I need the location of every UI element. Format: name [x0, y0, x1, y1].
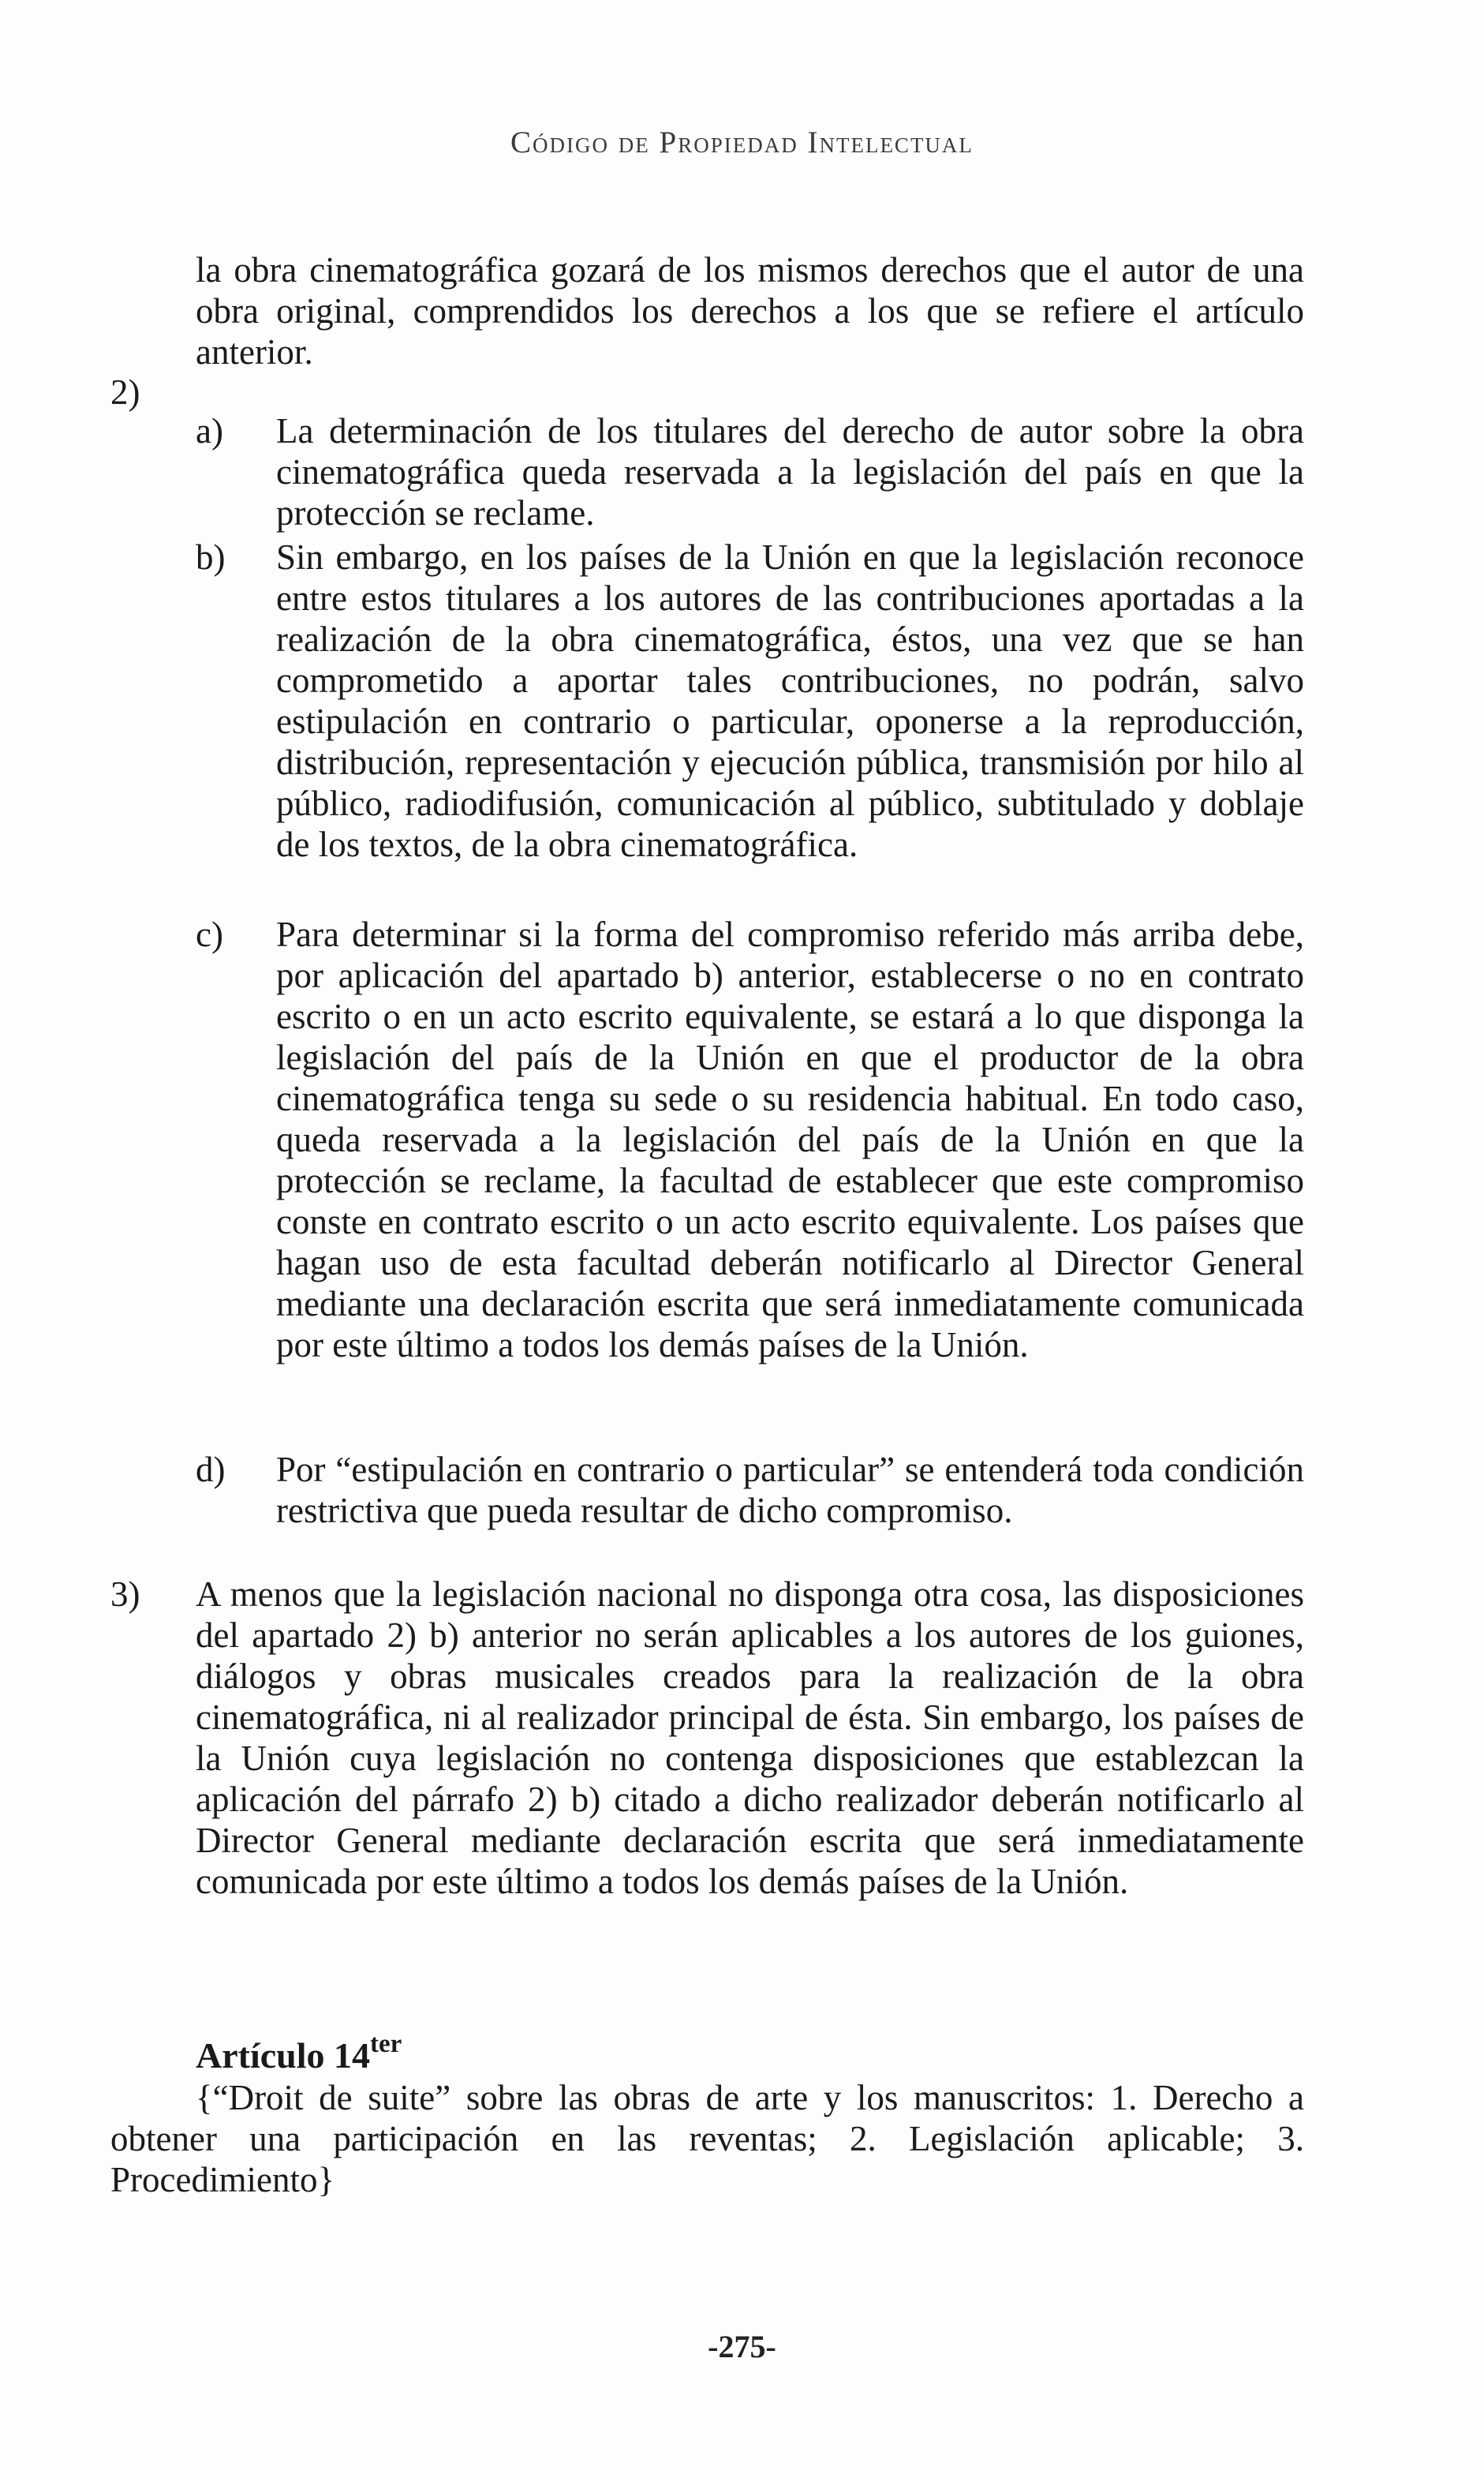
section-3-number: 3) [110, 1574, 140, 1614]
page-number: -275- [708, 2329, 776, 2364]
article-summary: {“Droit de suite” sobre las obras de arte y los manuscritos: 1. Derecho a obtener una participación en las reventas; 2. Legislación aplicable; 3. Procedimiento} [110, 2078, 1304, 2199]
item-d-text: Por “estipulación en contrario o particular” se entenderá toda condición restrictiva que pueda resultar de dicho compromiso. [276, 1450, 1304, 1530]
item-c-label: c) [196, 915, 223, 954]
item-c-text: Para determinar si la forma del compromiso referido más arriba debe, por aplicación del apartado b) anterior, establecerse o no en contrato escrito o en un acto escrito equivalente, se estará a lo que disponga la legislación del país de la Unión en que el productor de la obra cinematográfica tenga su sede o su residencia habitual. En todo caso, queda reservada a la legislación del país de la Unión en que la protección se reclame, la facultad de establecer que este compromiso conste en contrato escrito o un acto escrito equivalente. Los países que hagan uso de esta facultad deberán notificarlo al Director General mediante una declaración escrita que será inmediatamente comunicada por este último a todos los demás países de la Unión. [276, 915, 1304, 1364]
item-b-label: b) [196, 537, 226, 577]
running-header: Código de Propiedad Intelectual [510, 125, 974, 159]
article-title-superscript: ter [370, 2030, 402, 2058]
section-2-number: 2) [110, 372, 140, 412]
item-a-label: a) [196, 411, 223, 451]
intro-paragraph: la obra cinematográfica gozará de los mismos derechos que el autor de una obra original, comprendidos los derechos a los que se refiere el artículo anterior. [196, 250, 1304, 372]
item-a-text: La determinación de los titulares del derecho de autor sobre la obra cinematográfica queda reservada a la legislación del país en que la protección se reclame. [276, 411, 1304, 533]
item-b-text: Sin embargo, en los países de la Unión en que la legislación reconoce entre estos titulares a los autores de las contribuciones aportadas a la realización de la obra cinematográfica, éstos, una vez que se han comprometido a aportar tales contribuciones, no podrán, salvo estipulación en contrario o particular, oponerse a la reproducción, distribución, representación y ejecución pública, transmisión por hilo al público, radiodifusión, comunicación al público, subtitulado y doblaje de los textos, de la obra cinematográfica. [276, 537, 1304, 864]
article-title-text: Artículo 14 [196, 2035, 371, 2076]
article-title [196, 2020, 402, 2079]
item-d-label: d) [196, 1450, 226, 1489]
section-3-text: A menos que la legislación nacional no disponga otra cosa, las disposiciones del apartado 2) b) anterior no serán aplicables a los autores de los guiones, diálogos y obras musicales creados para la realización de la obra cinematográfica, ni al realizador principal de ésta. Sin embargo, los países de la Unión cuya legislación no contenga disposiciones que establezcan la aplicación del párrafo 2) b) citado a dicho realizador deberán notificarlo al Director General mediante declaración escrita que será inmediatamente comunicada por este último a todos los demás países de la Unión. [196, 1574, 1304, 1901]
